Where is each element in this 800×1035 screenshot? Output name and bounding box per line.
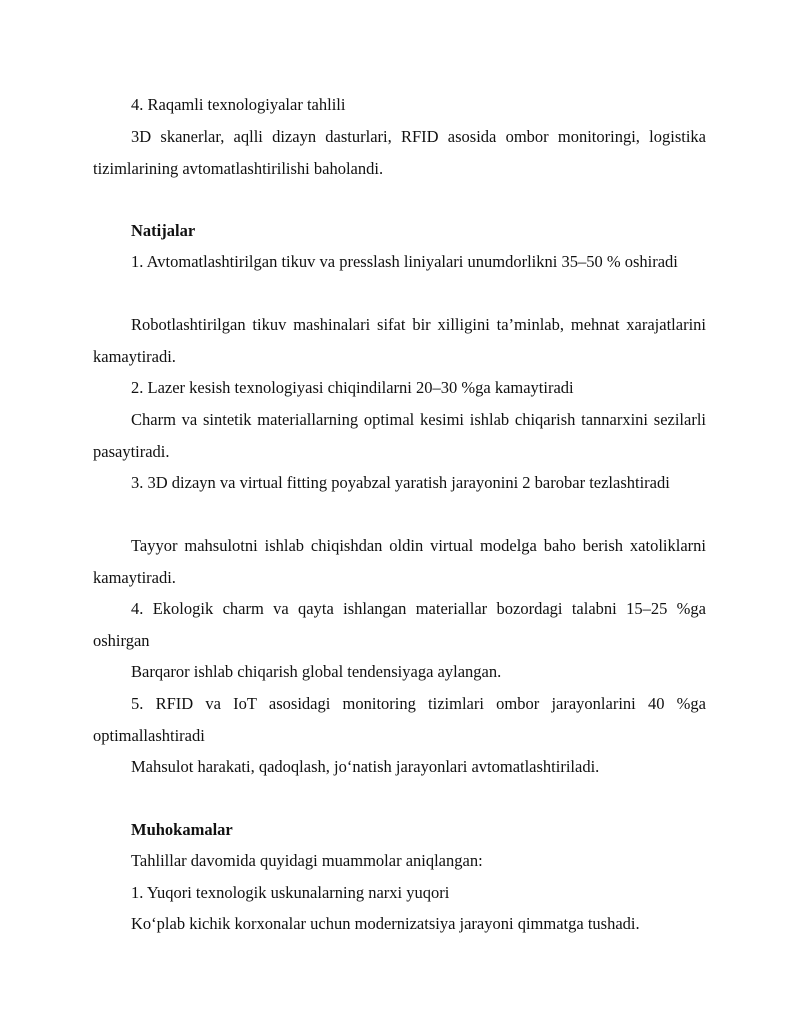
result-detail-4: Barqaror ishlab chiqarish global tendensiyaga aylangan.	[131, 662, 502, 681]
discussion-item-1: 1. Yuqori texnologik uskunalarning narxi yuqori	[131, 883, 450, 902]
result-detail-1: Robotlashtirilgan tikuv mashinalari sifat bir xilligini ta’minlab, mehnat xarajatlarini kamaytiradi.	[93, 315, 706, 366]
result-item-3: 3. 3D dizayn va virtual fitting poyabzal yaratish jarayonini 2 barobar tezlashtiradi	[131, 473, 670, 492]
result-item-5: 5. RFID va IoT asosidagi monitoring tizimlari ombor jarayonlarini 40 %ga optimallashtiradi	[93, 694, 706, 745]
result-item-2: 2. Lazer kesish texnologiyasi chiqindilarni 20–30 %ga kamaytiradi	[131, 378, 574, 397]
result-detail-3: Tayyor mahsulotni ishlab chiqishdan oldin virtual modelga baho berish xatoliklarni kamaytiradi.	[93, 536, 706, 587]
result-detail-5: Mahsulot harakati, qadoqlash, jo‘natish jarayonlari avtomatlashtiriladi.	[131, 757, 600, 776]
section-item-digital-tech: 4. Raqamli texnologiyalar tahlili	[131, 95, 346, 114]
heading-discussion: Muhokamalar	[131, 820, 233, 839]
result-detail-2: Charm va sintetik materiallarning optimal kesimi ishlab chiqarish tannarxini sezilarli pasaytiradi.	[93, 410, 706, 461]
discussion-intro: Tahlillar davomida quyidagi muammolar aniqlangan:	[131, 851, 483, 870]
heading-results: Natijalar	[131, 221, 196, 240]
result-item-1: 1. Avtomatlashtirilgan tikuv va presslash liniyalari unumdorlikni 35–50 % oshiradi	[131, 252, 678, 271]
result-item-4: 4. Ekologik charm va qayta ishlangan materiallar bozordagi talabni 15–25 %ga oshirgan	[93, 599, 706, 650]
paragraph-digital-tech: 3D skanerlar, aqlli dizayn dasturlari, RFID asosida ombor monitoringi, logistika tizimlarining avtomatlashtirilishi baholandi.	[93, 127, 706, 178]
discussion-detail-1: Ko‘plab kichik korxonalar uchun modernizatsiya jarayoni qimmatga tushadi.	[131, 914, 640, 933]
